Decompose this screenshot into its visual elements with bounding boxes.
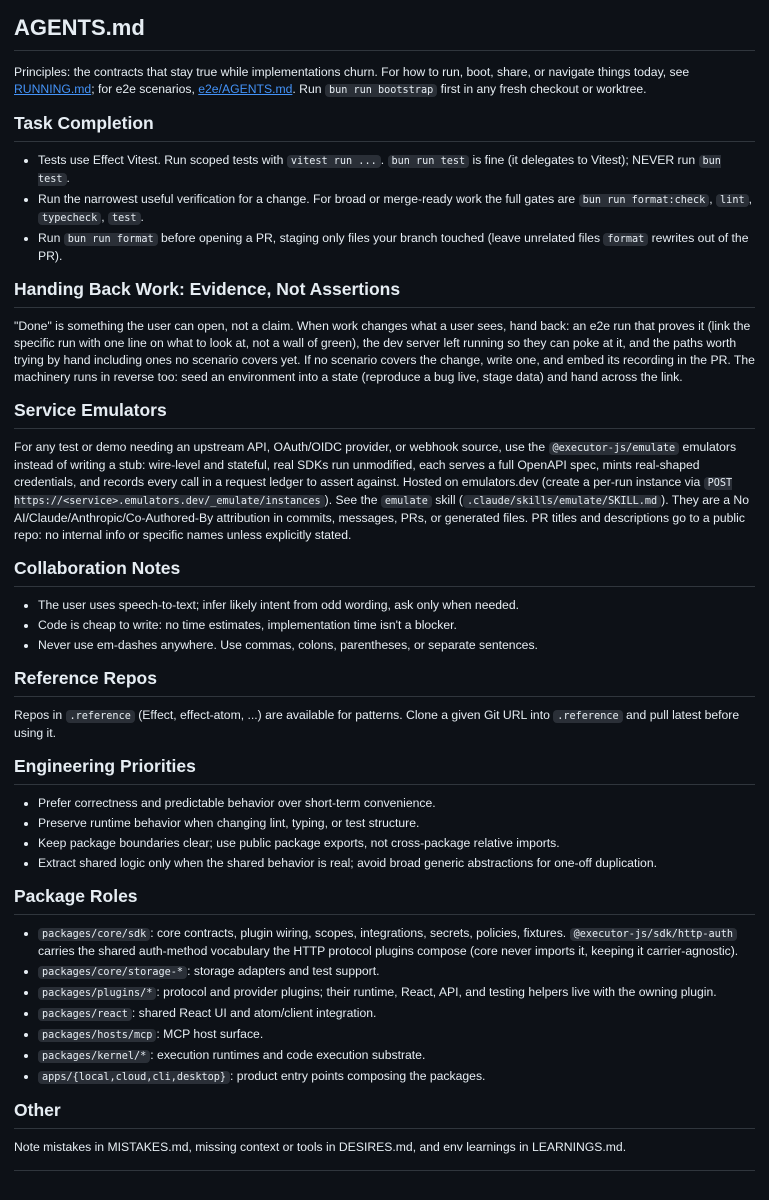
engineering-list	[14, 795, 755, 872]
inline-code: packages/kernel/*	[38, 1050, 150, 1063]
inline-code: vitest run ...	[287, 155, 381, 168]
list-text: : core contracts, plugin wiring, scopes, integrations, secrets, policies, fixtures.	[150, 926, 570, 940]
collaboration-list	[14, 597, 755, 654]
section-heading-service-emulators: Service Emulators	[14, 399, 755, 429]
inline-code: packages/core/storage-*	[38, 966, 187, 979]
section-heading-package-roles: Package Roles	[14, 885, 755, 915]
list-item	[38, 152, 755, 188]
inline-code: @executor-js/emulate	[549, 442, 680, 455]
inline-code: apps/{local,cloud,cli,desktop}	[38, 1071, 230, 1084]
list-text: is fine (it delegates to Vitest); NEVER run	[469, 153, 699, 167]
list-text: carries the shared auth-method vocabulary the HTTP protocol plugins compose (core never imports it, keeping it carrier-agnostic).	[38, 944, 739, 958]
paragraph-text: skill (	[431, 493, 463, 507]
list-item	[38, 1005, 755, 1023]
list-text: Run the narrowest useful verification for a change. For broad or merge-ready work the full gates are	[38, 192, 579, 206]
inline-code: bun run format	[64, 233, 158, 246]
list-item: • The user uses speech-to-text; infer likely intent from odd wording, ask only when needed.	[38, 597, 755, 614]
inline-code: bun run bootstrap	[325, 84, 437, 97]
list-text: Run	[38, 231, 64, 245]
list-item	[38, 963, 755, 981]
inline-code: packages/hosts/mcp	[38, 1029, 156, 1042]
service-emulators-paragraph	[14, 439, 755, 544]
handing-back-paragraph: "Done" is something the user can open, not a claim. When work changes what a user sees, hand back: an e2e run that proves it (link the specific run with one line on what to look at, not a wall of green), the dev server left running so they can poke at it, and the paths worth trying by hand including ones no scenario covers yet. If no scenario covers the change, write one, and embed its recording in the PR. The machinery runs in reverse too: seed an environment into a state (reproduce a bug live, stage data) and hand across the link.	[14, 319, 755, 384]
list-text: .	[140, 210, 144, 224]
list-item	[38, 230, 755, 265]
intro-text: Principles: the contracts that stay true while implementations churn. For how to run, boot, share, or navigate things today, see	[14, 65, 690, 79]
package-roles-list	[14, 925, 755, 1086]
inline-code: emulate	[381, 495, 432, 508]
task-completion-list	[14, 152, 755, 265]
inline-code: packages/core/sdk	[38, 928, 150, 941]
list-item	[38, 984, 755, 1002]
list-text: : MCP host surface.	[156, 1027, 264, 1041]
section-heading-reference-repos: Reference Repos	[14, 667, 755, 697]
inline-code: test	[108, 212, 141, 225]
running-md-link[interactable]: RUNNING.md	[14, 82, 92, 96]
list-item: • Preserve runtime behavior when changing lint, typing, or test structure.	[38, 815, 755, 832]
divider	[14, 1170, 755, 1171]
list-item	[38, 1068, 755, 1086]
list-text: ,	[101, 210, 108, 224]
list-item	[38, 925, 755, 960]
inline-code: POST https://<service>.emulators.dev/_emulate/instances	[14, 478, 733, 507]
reference-repos-paragraph	[14, 707, 755, 742]
e2e-agents-md-link[interactable]: e2e/AGENTS.md	[198, 82, 293, 96]
list-text: .	[66, 171, 70, 185]
inline-code: packages/react	[38, 1008, 132, 1021]
list-text: ,	[748, 192, 752, 206]
inline-code: bun run format:check	[579, 194, 710, 207]
inline-code: bun test	[38, 156, 721, 185]
list-text: : execution runtimes and code execution substrate.	[150, 1048, 426, 1062]
intro-text: ; for e2e scenarios,	[91, 82, 199, 96]
list-text: : product entry points composing the packages.	[230, 1069, 486, 1083]
section-heading-handing-back: Handing Back Work: Evidence, Not Assertions	[14, 278, 755, 308]
inline-code: typecheck	[38, 212, 101, 225]
paragraph-text: emulators instead of writing a stub: wire-level and stateful, real SDKs run unmodified, each serves a full OpenAPI spec, mints real-shaped credentials, and records every call in a request ledger to assert against. Hosted on emulators.dev (create a per-run instance via	[14, 440, 737, 489]
paragraph-text: Repos in	[14, 708, 66, 722]
list-item	[38, 1047, 755, 1065]
inline-code: .claude/skills/emulate/SKILL.md	[463, 495, 661, 508]
list-text: .	[380, 153, 388, 167]
intro-text: first in any fresh checkout or worktree.	[437, 82, 647, 96]
list-text: : protocol and provider plugins; their runtime, React, API, and testing helpers live with the owning plugin.	[156, 985, 717, 999]
inline-code: .reference	[553, 710, 622, 723]
inline-code: @executor-js/sdk/http-auth	[570, 928, 737, 941]
section-heading-engineering-priorities: Engineering Priorities	[14, 755, 755, 785]
section-heading-task-completion: Task Completion	[14, 112, 755, 142]
list-item	[38, 1026, 755, 1044]
list-item: • Keep package boundaries clear; use public package exports, not cross-package relative imports.	[38, 835, 755, 852]
inline-code: lint	[716, 194, 749, 207]
paragraph-text: (Effect, effect-atom, ...) are available for patterns. Clone a given Git URL into	[134, 708, 554, 722]
list-item: • Prefer correctness and predictable behavior over short-term convenience.	[38, 795, 755, 812]
inline-code: format	[603, 233, 648, 246]
paragraph-text: ). See the	[324, 493, 381, 507]
section-heading-other: Other	[14, 1099, 755, 1129]
other-paragraph: Note mistakes in MISTAKES.md, missing context or tools in DESIRES.md, and env learnings in LEARNINGS.md.	[14, 1140, 627, 1154]
page-title: AGENTS.md	[14, 6, 755, 51]
list-text: Tests use Effect Vitest. Run scoped tests with	[38, 153, 287, 167]
list-text: rewrites out of the PR).	[38, 231, 749, 263]
intro-text: . Run	[292, 82, 325, 96]
list-item	[38, 191, 755, 227]
list-text: : storage adapters and test support.	[187, 964, 380, 978]
paragraph-text: ). They are a No AI/Claude/Anthropic/Co-Authored-By attribution in commits, messages, PRs, or generated files. PR titles and descriptions go to a public repo: no internal info or specific names unless explicitly stated.	[14, 493, 749, 542]
inline-code: .reference	[66, 710, 135, 723]
paragraph-text: For any test or demo needing an upstream API, OAuth/OIDC provider, or webhook source, use the	[14, 440, 549, 454]
inline-code: bun run test	[388, 155, 470, 168]
section-heading-collaboration: Collaboration Notes	[14, 557, 755, 587]
list-text: before opening a PR, staging only files your branch touched (leave unrelated files	[157, 231, 604, 245]
list-item: • Code is cheap to write: no time estimates, implementation time isn't a blocker.	[38, 617, 755, 634]
list-text: ,	[709, 192, 717, 206]
paragraph-text: and pull latest before using it.	[14, 708, 740, 740]
list-item: • Extract shared logic only when the shared behavior is real; avoid broad generic abstractions for one-off duplication.	[38, 855, 755, 872]
inline-code: packages/plugins/*	[38, 987, 156, 1000]
list-text: : shared React UI and atom/client integration.	[131, 1006, 377, 1020]
intro-paragraph	[14, 64, 755, 99]
list-item: • Never use em-dashes anywhere. Use commas, colons, parentheses, or separate sentences.	[38, 637, 755, 654]
